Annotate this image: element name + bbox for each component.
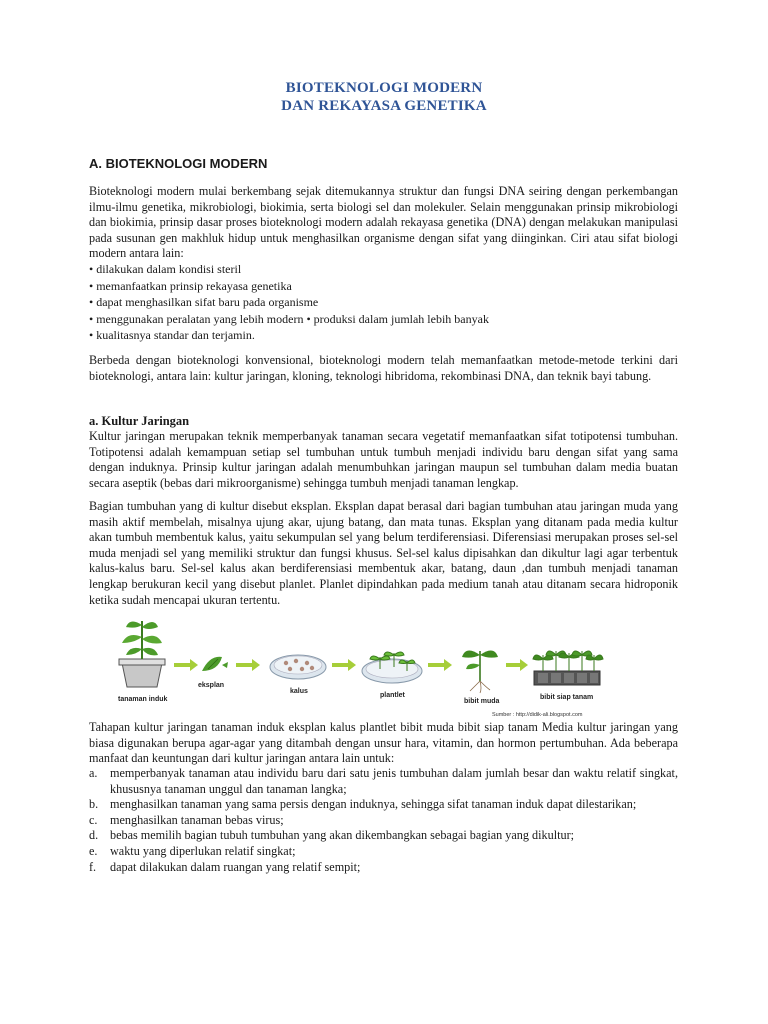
stage-label-bibit-siap-tanam: bibit siap tanam: [540, 694, 594, 701]
list-item: [89, 844, 678, 860]
list-item: • kualitasnya standar dan terjamin.: [89, 327, 489, 344]
intro-paragraph: Bioteknologi modern mulai berkembang sejak ditemukannya struktur dan fungsi DNA seiring dengan perkembangan ilmu-ilmu genetika, mikrobiologi, biokimia, serta biologi sel dan molekuler. Selain menggunakan prinsip mikrobiologi dan biokimia, prinsip dasar proses bioteknologi modern adalah rekayasa genetika (DNA) dengan melakukan manipulasi pada susunan gen makhluk hidup untuk menghasilkan organisme dengan sifat yang diinginkan. Ciri atau sifat biologi modern antara lain:: [89, 184, 678, 261]
kultur-paragraph-3: Tahapan kultur jaringan tanaman induk eksplan kalus plantlet bibit muda bibit siap tanam Media kultur jaringan yang biasa digunakan berupa agar-agar yang ditambah dengan unsur hara, vitamin, dan hormon pertumbuhan. Ada beberapa manfaat dan keuntungan dari kultur jaringan antara lain untuk:: [89, 720, 678, 766]
benefits-list: [89, 766, 678, 875]
kultur-paragraph-2: Bagian tumbuhan yang di kultur disebut eksplan. Eksplan dapat berasal dari bagian tumbuhan atau jaringan muda yang masih aktif membelah, misalnya ujung akar, ujung batang, dan mata tunas. Eksplan yang ditanam pada media kultur akan tumbuh membentuk kalus, yaitu sekumpulan sel yang belum terdiferensiasi. Diferensiasi merupakan proses sel-sel muda menjadi sel yang memiliki struktur dan fungsi khusus. Sel-sel kalus dipisahkan dan dikultur lagi agar terbentuk kalus-kalus baru. Sel-sel kalus akan berdiferensiasi membentuk akar, batang, daun ,dan tumbuh menjadi tanaman lengkap berukuran kecil yang disebut planlet. Planlet dipindahkan pada medium tanah atau ditanam secara hidroponik ketika sudah mencapai ukuran tertentu.: [89, 499, 678, 607]
list-marker: e.: [89, 843, 98, 858]
list-item: • dilakukan dalam kondisi steril: [89, 261, 489, 278]
list-item: [89, 797, 678, 813]
list-item: • dapat menghasilkan sifat baru pada organisme: [89, 294, 489, 311]
list-item: • menggunakan peralatan yang lebih modern • produksi dalam jumlah lebih banyak: [89, 311, 489, 328]
tissue-culture-figure: [110, 615, 610, 721]
list-marker: c.: [89, 812, 98, 827]
list-marker: a.: [89, 766, 98, 780]
list-item-text: menghasilkan tanaman yang sama persis dengan induknya, sehingga sifat tanaman induk dapat dilestarikan;: [110, 797, 637, 812]
arrow-icon: [506, 659, 528, 671]
arrow-icon: [174, 659, 198, 671]
comparison-paragraph: Berbeda dengan bioteknologi konvensional, bioteknologi modern telah memanfaatkan metode-metode terkini dari bioteknologi, antara lain: kultur jaringan, kloning, teknologi hibridoma, rekombinasi DNA, dan teknik bayi tabung.: [89, 353, 678, 383]
arrow-icon: [428, 659, 452, 671]
characteristics-list: [89, 261, 489, 344]
subsection-heading-kultur-jaringan: a. Kultur Jaringan: [89, 414, 190, 428]
seedling-tray-illustration: [533, 651, 603, 685]
plantlet-dish-illustration: [362, 652, 422, 683]
list-marker: f.: [89, 859, 97, 874]
explant-illustration: [202, 657, 228, 671]
document-title-line2: DAN REKAYASA GENETIKA: [281, 98, 487, 114]
stage-label-tanaman-induk: tanaman induk: [118, 696, 168, 703]
kultur-paragraph-1: Kultur jaringan merupakan teknik memperbanyak tanaman secara vegetatif memanfaatkan sifat totipotensi tumbuhan. Totipotensi adalah kemampuan setiap sel tumbuhan untuk tumbuh menjadi individu baru dengan sifat yang sama dengan induknya. Prinsip kultur jaringan adalah menumbuhkan jaringan maupun sel tumbuhan dalam media buatan secara aseptik (bebas dari mikroorganisme) sehingga tumbuh menjadi tanaman lengkap.: [89, 429, 678, 490]
figure-source: Sumber : http://didik-ali.blogspot.com: [492, 712, 583, 718]
list-item: [89, 813, 678, 829]
section-heading-bioteknologi-modern: A. BIOTEKNOLOGI MODERN: [89, 156, 268, 171]
list-item-text: bebas memilih bagian tubuh tumbuhan yang akan dikembangkan sebagai bagian yang dikultur;: [110, 828, 575, 843]
arrow-icon: [236, 659, 260, 671]
list-marker: d.: [89, 828, 99, 843]
arrow-icon: [332, 659, 356, 671]
list-marker: b.: [89, 797, 99, 812]
list-item: [89, 766, 678, 797]
stage-label-plantlet: plantlet: [380, 692, 405, 699]
young-seedling-illustration: [462, 650, 498, 693]
callus-petri-dish-illustration: [270, 655, 326, 679]
document-title-line1: BIOTEKNOLOGI MODERN: [285, 80, 483, 96]
list-item: [89, 828, 678, 844]
mother-plant-illustration: [119, 621, 165, 687]
list-item: [89, 860, 678, 876]
list-item-text: memperbanyak tanaman atau individu baru dari satu jenis tumbuhan dalam jumlah besar dan waktu relatif singkat, khususnya tanaman unggul dan tanaman langka;: [110, 766, 678, 796]
stage-label-kalus: kalus: [290, 688, 308, 695]
list-item-text: menghasilkan tanaman bebas virus;: [110, 812, 284, 827]
stage-label-bibit-muda: bibit muda: [464, 698, 500, 705]
list-item: • memanfaatkan prinsip rekayasa genetika: [89, 278, 489, 295]
list-item-text: dapat dilakukan dalam ruangan yang relatif sempit;: [110, 859, 361, 874]
stage-label-eksplan: eksplan: [198, 682, 225, 689]
list-item-text: waktu yang diperlukan relatif singkat;: [110, 843, 296, 858]
